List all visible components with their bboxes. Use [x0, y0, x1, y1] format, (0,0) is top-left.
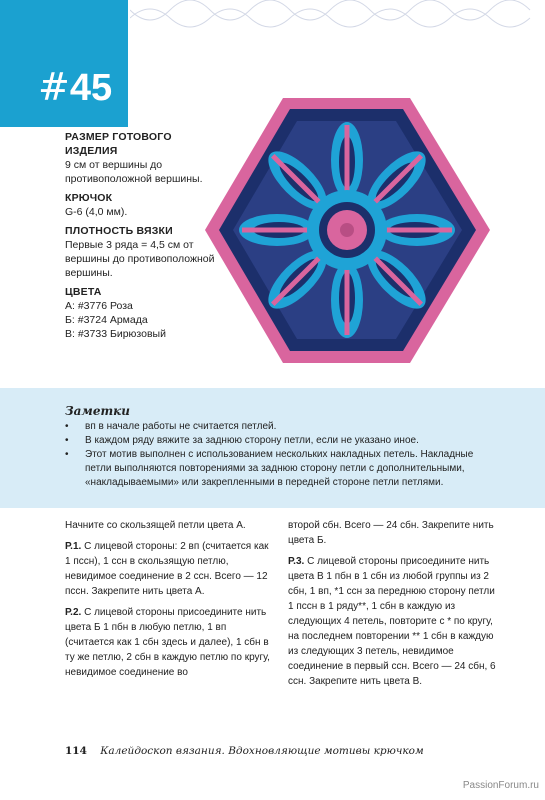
hook-heading: КРЮЧОК [65, 192, 113, 204]
row-3-label: Р.3. [288, 556, 305, 567]
size-heading: РАЗМЕР ГОТОВОГО ИЗДЕЛИЯ [65, 131, 172, 157]
list-item [65, 434, 485, 448]
instructions-column-right [288, 518, 498, 695]
notes-panel [0, 388, 545, 508]
row-2-text: С лицевой стороны присоедините нить цвета Б 1 пбн в любую петлю, 1 вп (считается как 1 сбн здесь и далее), 1 сбн в ту же петлю, 2 сбн в каждую петлю по кругу, невидимое соединение во [65, 607, 270, 678]
color-a: А: #3776 Роза [65, 300, 133, 312]
list-item [65, 448, 485, 490]
row-1-text: С лицевой стороны: 2 вп (считается как 1 пссн), 1 ссн в скользящую петлю, невидимое соединение в 2 ссн. Всего — 12 пссн. Закрепите нить цвета А. [65, 541, 269, 597]
row-2 [65, 605, 275, 680]
badge-hash: # [38, 65, 70, 109]
color-b: Б: #3724 Армада [65, 314, 148, 326]
row-2-continued: второй сбн. Всего — 24 сбн. Закрепите нить цвета Б. [288, 520, 494, 546]
crochet-motif-photo [200, 93, 495, 373]
watermark: PassionForum.ru [462, 780, 539, 791]
bullet-icon: • [65, 421, 69, 432]
notes-title: Заметки [65, 404, 131, 418]
row-3-text: С лицевой стороны присоедините нить цвета В 1 пбн в 1 сбн из любой группы из 2 сбн, 1 вп, *1 ссн за переднюю сторону петли 1 пссн в 1 ряду**, 1 сбн в каждую из следующих 4 петель, повторите с * по кругу, на последнем повторении ** 1 сбн в каждую из следующих 3 петель, невидимое соединение в первый ссн. Всего — 24 сбн, 6 ссн. Закрепите нить цвета В. [288, 556, 496, 687]
note-text: вп в начале работы не считается петлей. [85, 421, 277, 432]
row-1 [65, 539, 275, 599]
note-text: Этот мотив выполнен с использованием нескольких накладных петель. Накладные петли выполняются повторениями за заднюю сторону петли с дополнительными, «накладываемыми» или закрепленными в передней стороне петли петлями. [85, 449, 474, 488]
row-2-label: Р.2. [65, 607, 82, 618]
book-title: Калейдоскоп вязания. Вдохновляющие мотивы крючком [100, 745, 424, 757]
badge-number: 45 [69, 67, 113, 109]
row-1-label: Р.1. [65, 541, 82, 552]
gauge-heading: ПЛОТНОСТЬ ВЯЗКИ [65, 225, 173, 237]
intro-text: Начните со скользящей петли цвета А. [65, 520, 246, 531]
note-text: В каждом ряду вяжите за заднюю сторону петли, если не указано иное. [85, 435, 419, 446]
colors-heading: ЦВЕТА [65, 286, 102, 298]
page-number: 114 [65, 745, 87, 757]
size-value: 9 см от вершины до противоположной вершины. [65, 159, 203, 185]
specs-panel [65, 130, 215, 341]
bullet-icon: • [65, 435, 69, 446]
page-footer [65, 745, 424, 757]
instructions-column-left [65, 518, 275, 686]
list-item [65, 420, 485, 434]
color-c: В: #3733 Бирюзовый [65, 328, 166, 340]
pattern-number-badge [0, 0, 128, 127]
bullet-icon: • [65, 449, 69, 460]
hook-value: G-6 (4,0 мм). [65, 206, 128, 218]
gauge-value: Первые 3 ряда = 4,5 см от вершины до противоположной вершины. [65, 239, 215, 279]
row-3 [288, 554, 498, 689]
notes-list [65, 420, 485, 490]
